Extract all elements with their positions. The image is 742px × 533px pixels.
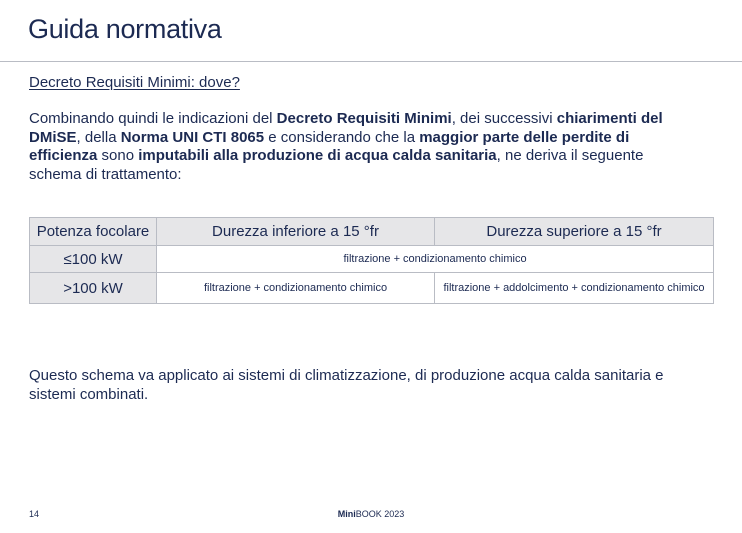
intro-emphasis: Norma UNI CTI 8065 bbox=[120, 128, 265, 146]
header-hardness-high: Durezza superiore a 15 °fr bbox=[435, 218, 714, 246]
closing-paragraph: Questo schema va applicato ai sistemi di climatizzazione, di produzione acqua calda sanitaria e sistemi combinati. bbox=[29, 367, 664, 403]
treatment-cell: filtrazione + addolcimento + condizionamento chimico bbox=[435, 273, 714, 304]
brand-bold: Mini bbox=[337, 509, 356, 519]
intro-emphasis: maggior parte delle perdite di efficienza bbox=[29, 128, 630, 164]
intro-emphasis: imputabili alla produzione di acqua calda sanitaria bbox=[138, 147, 497, 164]
table-row bbox=[30, 246, 714, 273]
title-divider bbox=[0, 61, 742, 62]
intro-text: , ne deriva il seguente schema di trattamento: bbox=[29, 147, 644, 183]
footer-brand bbox=[0, 509, 742, 519]
power-cell: >100 kW bbox=[30, 273, 157, 304]
intro-text: e considerando che la bbox=[264, 128, 420, 146]
treatment-table bbox=[29, 217, 714, 304]
table-row bbox=[30, 273, 714, 304]
section-heading: Decreto Requisiti Minimi: dove? bbox=[29, 74, 240, 91]
page-number: 14 bbox=[29, 509, 40, 519]
brand-rest: BOOK 2023 bbox=[355, 509, 405, 519]
treatment-cell: filtrazione + condizionamento chimico bbox=[157, 246, 714, 273]
intro-emphasis: Decreto Requisiti Minimi bbox=[276, 110, 452, 127]
intro-emphasis: chiarimenti del DMiSE bbox=[29, 110, 663, 146]
intro-paragraph bbox=[29, 110, 699, 184]
header-hardness-low: Durezza inferiore a 15 °fr bbox=[157, 218, 435, 246]
power-cell: ≤100 kW bbox=[30, 246, 157, 273]
header-power: Potenza focolare bbox=[30, 218, 157, 246]
treatment-cell: filtrazione + condizionamento chimico bbox=[157, 273, 435, 304]
intro-text: , dei successivi bbox=[451, 110, 557, 127]
intro-text: Combinando quindi le indicazioni del bbox=[29, 110, 277, 127]
intro-text: sono bbox=[97, 147, 139, 164]
intro-text: , della bbox=[76, 128, 121, 146]
table-header-row bbox=[30, 218, 714, 246]
page-title: Guida normativa bbox=[28, 14, 222, 44]
